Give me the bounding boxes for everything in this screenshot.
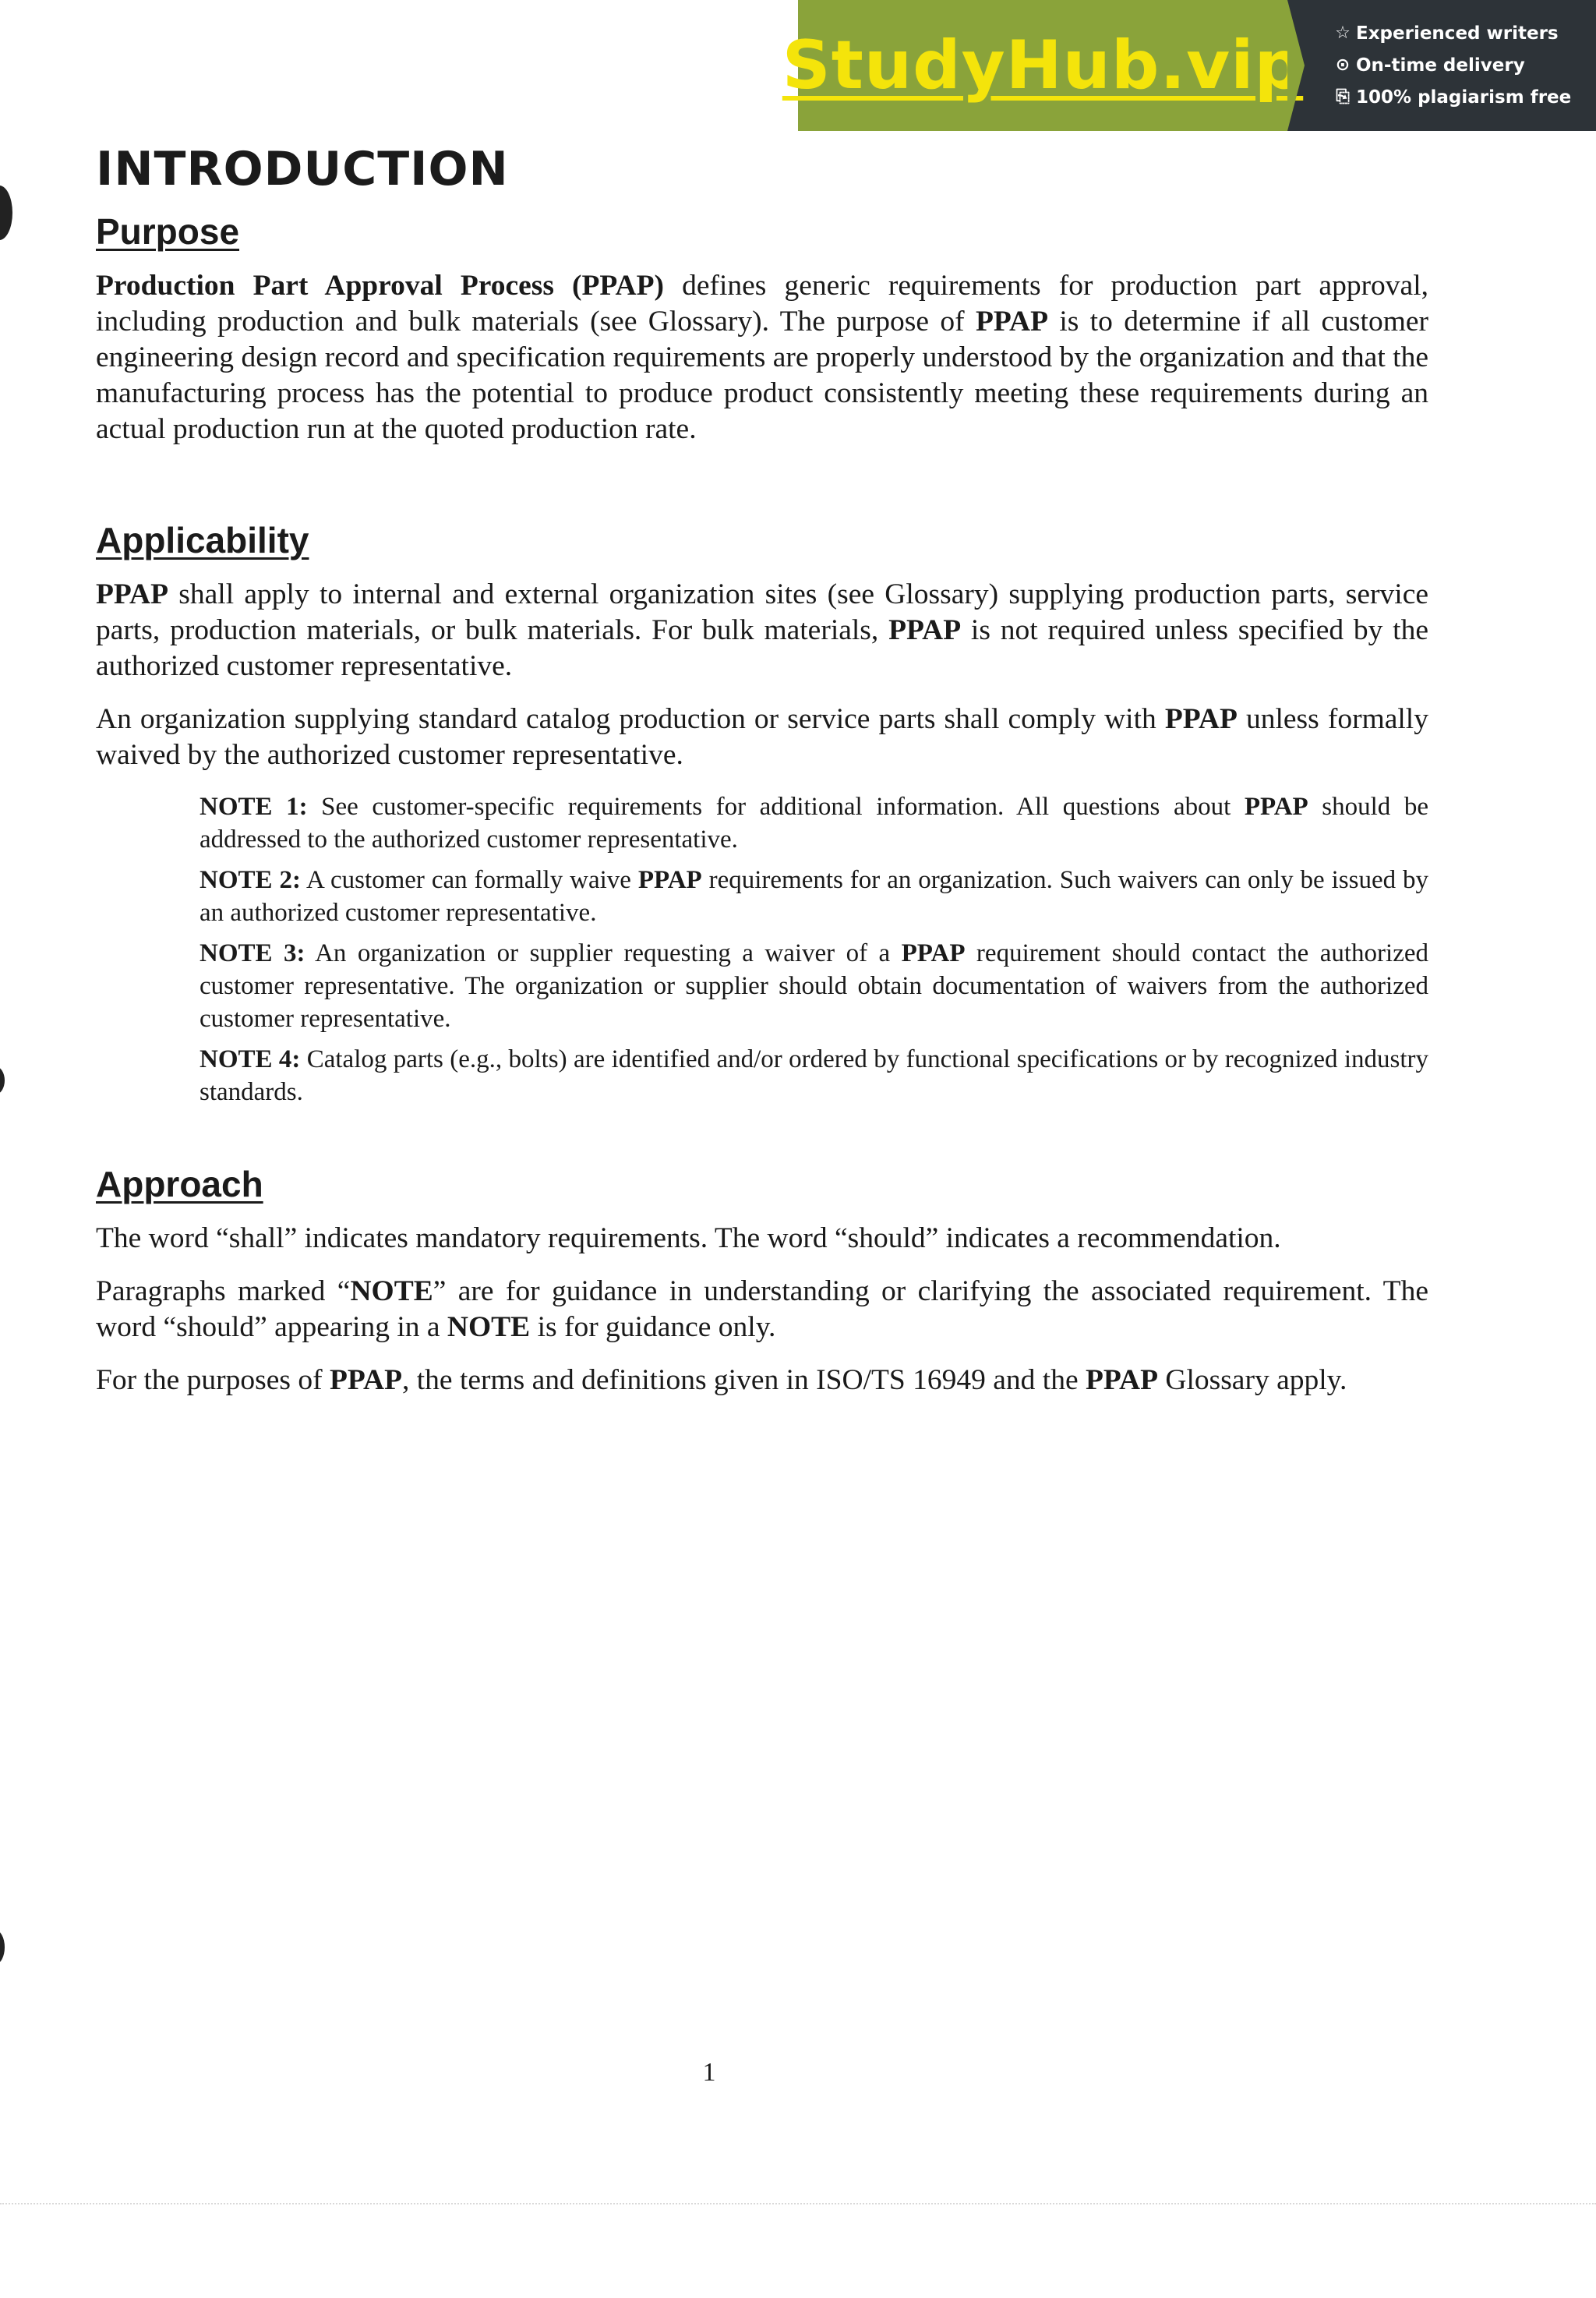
- section-heading-applicability: Applicability: [96, 520, 309, 560]
- text-run: is to determine if all customer engineering design record and specification requirements are properly understood by the organization and that the manufacturing process has the potential to produce product consistently meeting these requirements during an actual production run at the quoted production rate.: [96, 306, 1428, 445]
- text-run: is for guidance only.: [530, 1311, 776, 1343]
- bold-term: PPAP: [975, 306, 1048, 338]
- text-run: unless formally waived by the authorized customer representative.: [96, 703, 1428, 771]
- document-page: [96, 142, 1428, 1416]
- approach-paragraph-1: The word “shall” indicates mandatory requirements. The word “should” indicates a recommendation.: [96, 1222, 1281, 1254]
- note-label: NOTE 3:: [200, 939, 305, 967]
- bold-term: PPAP: [1164, 703, 1238, 735]
- binder-hole-mark: [0, 186, 12, 240]
- text-run: is not required unless specified by the authorized customer representative.: [96, 614, 1428, 682]
- bold-term: PPAP: [1244, 793, 1308, 821]
- bold-term: PPAP: [329, 1364, 402, 1396]
- bold-term: PPAP: [637, 866, 702, 894]
- scan-edge-line: [0, 2203, 1596, 2204]
- feature-item: [1333, 49, 1596, 81]
- applicability-paragraph-2: [96, 702, 1428, 773]
- bold-term: Production Part Approval Process (PPAP): [96, 270, 665, 302]
- approach-paragraph-3: [96, 1363, 1428, 1398]
- text-run: should be addressed to the authorized customer representative.: [200, 793, 1428, 854]
- feature-label: 100% plagiarism free: [1356, 87, 1572, 108]
- notes-block: [200, 790, 1428, 1108]
- note-label: NOTE 4:: [200, 1045, 301, 1073]
- binder-hole-mark: [0, 1066, 5, 1094]
- bold-term: PPAP: [96, 578, 169, 610]
- purpose-paragraph: [96, 268, 1428, 447]
- document-check-icon: ⎘: [1336, 87, 1350, 107]
- text-run: , the terms and definitions given in ISO/TS 16949 and the: [402, 1364, 1086, 1396]
- note-4: [200, 1043, 1428, 1108]
- text-run: A customer can formally waive: [300, 866, 638, 894]
- applicability-paragraph-1: [96, 577, 1428, 684]
- text-run: Glossary apply.: [1158, 1364, 1347, 1396]
- approach-paragraph-2: [96, 1274, 1428, 1345]
- text-run: Catalog parts (e.g., bolts) are identified and/or ordered by functional specifications or by recognized industry standards.: [200, 1045, 1428, 1106]
- feature-label: On-time delivery: [1356, 55, 1525, 76]
- bold-term: NOTE: [350, 1275, 433, 1307]
- text-run: requirements for an organization. Such waivers can only be issued by an authorized customer representative.: [200, 866, 1429, 927]
- page-title: INTRODUCTION: [96, 142, 509, 196]
- section-heading-purpose: Purpose: [96, 211, 240, 252]
- binder-hole-mark: [0, 1930, 5, 1964]
- clock-icon: ⊙: [1335, 55, 1351, 75]
- feature-label: Experienced writers: [1356, 23, 1559, 44]
- text-run: For the purposes of: [96, 1364, 330, 1396]
- text-run: ” are for guidance in understanding or clarifying the associated requirement. The word “should” appearing in a: [96, 1275, 1428, 1343]
- note-3: [200, 937, 1428, 1035]
- page-number: 1: [702, 2058, 716, 2087]
- star-icon: ☆: [1335, 23, 1351, 43]
- note-label: NOTE 1:: [200, 793, 308, 821]
- text-run: An organization supplying standard catalog production or service parts shall comply with: [96, 703, 1165, 735]
- feature-item: [1333, 81, 1596, 113]
- note-2: [200, 864, 1428, 929]
- bold-term: PPAP: [1085, 1364, 1158, 1396]
- bold-term: PPAP: [901, 939, 966, 967]
- text-run: requirement should contact the authorized customer representative. The organization or supplier should obtain documentation of waivers from the authorized customer representative.: [200, 939, 1429, 1033]
- section-heading-approach: Approach: [96, 1164, 263, 1204]
- feature-list: [1287, 0, 1596, 131]
- note-1: [200, 790, 1428, 856]
- bold-term: NOTE: [447, 1311, 531, 1343]
- text-run: See customer-specific requirements for additional information. All questions about: [307, 793, 1245, 821]
- brand-logo[interactable]: [782, 0, 1304, 131]
- promo-banner[interactable]: [782, 0, 1596, 131]
- text-run: An organization or supplier requesting a waiver of a: [305, 939, 902, 967]
- brand-name: StudyHub.vip: [782, 27, 1304, 104]
- text-run: shall apply to internal and external organization sites (see Glossary) supplying production parts, service parts, production materials, or bulk materials. For bulk materials,: [96, 578, 1428, 646]
- text-run: defines generic requirements for production part approval, including production and bulk materials (see Glossary). The purpose of: [96, 270, 1429, 338]
- bold-term: PPAP: [888, 614, 962, 646]
- note-label: NOTE 2:: [200, 866, 301, 894]
- text-run: Paragraphs marked “: [96, 1275, 351, 1307]
- feature-item: [1333, 17, 1596, 49]
